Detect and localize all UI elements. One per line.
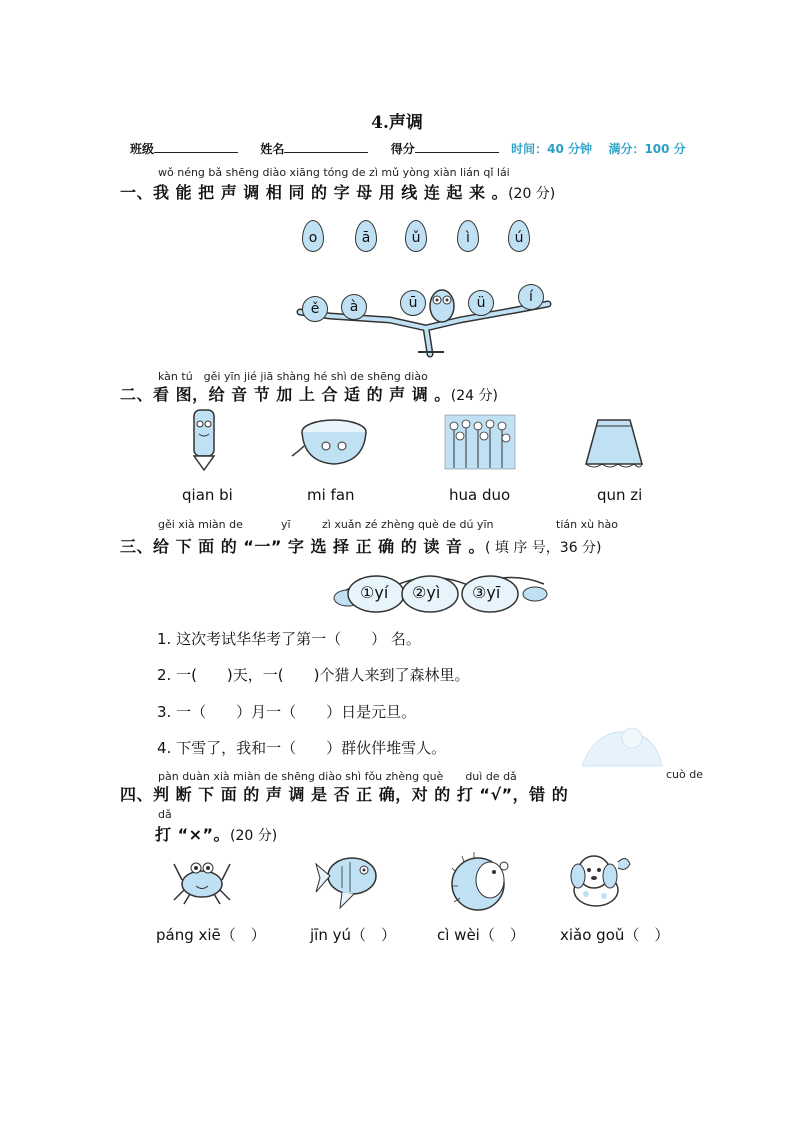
q3-pinyin-4: tián xù hào: [556, 518, 618, 531]
q3-sentence-1[interactable]: 1. 这次考试华华考了第一（ ） 名。: [157, 630, 421, 648]
full-score-label: 满分：100 分: [608, 142, 686, 156]
option-2[interactable]: ②yì: [412, 583, 441, 602]
q3-sentence-3[interactable]: 3. 一（ ）月一（ ）日是元旦。: [157, 703, 417, 721]
q3-points: ( 填 序 号，36 分): [484, 540, 602, 556]
q4-number: 四、: [120, 785, 154, 804]
q2-number: 二、: [120, 385, 154, 404]
skirt-icon: [582, 414, 646, 472]
q1-text: 我 能 把 声 调 相 同 的 字 母 用 线 连 起 来 。: [153, 183, 509, 202]
q4-line-2: [155, 822, 277, 845]
name-label: 姓名: [260, 142, 285, 156]
option-1[interactable]: ①yí: [360, 583, 389, 602]
drop-letter-1[interactable]: o: [302, 220, 324, 252]
time-label: 时间：40 分钟: [511, 142, 593, 156]
q1-points: (20 分): [508, 186, 556, 202]
drop-letter-5[interactable]: ú: [508, 220, 530, 252]
q1-number: 一、: [120, 183, 154, 202]
q4-pinyin-1: pàn duàn xià miàn de shēng diào shì fǒu zhèng què duì de dǎ: [158, 770, 517, 783]
q1-pinyin: wǒ néng bǎ shēng diào xiāng tóng de zì mǔ yòng xiàn lián qǐ lái: [158, 166, 510, 179]
q3-sentence-2[interactable]: 2. 一( )天，一( )个猎人来到了森林里。: [157, 666, 470, 684]
flowers-icon: [444, 414, 516, 470]
leaf-letter-2[interactable]: à: [341, 294, 367, 320]
class-label: 班级: [130, 142, 155, 156]
q3-line: [120, 534, 602, 557]
q2-word-1[interactable]: qian bi: [182, 486, 233, 504]
leaf-letter-4[interactable]: ü: [468, 290, 494, 316]
q3-text: 给 下 面 的 “一” 字 选 择 正 确 的 读 音 。: [153, 537, 485, 556]
snowman-decoration-icon: [576, 718, 666, 768]
q3-pinyin-3: zì xuǎn zé zhèng què de dú yīn: [322, 518, 494, 531]
q3-number: 三、: [120, 537, 154, 556]
q2-line: [120, 382, 498, 405]
class-field[interactable]: [154, 140, 238, 153]
drop-letter-2[interactable]: ā: [355, 220, 377, 252]
score-label: 得分: [390, 142, 415, 156]
rice-bowl-icon: [290, 416, 370, 472]
q3-pinyin-2: yī: [281, 518, 291, 531]
drop-letter-3[interactable]: ǔ: [405, 220, 427, 252]
pencil-icon: [186, 406, 222, 472]
q4-points: (20 分): [230, 828, 278, 844]
leaf-letter-1[interactable]: ě: [302, 296, 328, 322]
puppy-icon: [556, 846, 636, 912]
page-title: 4.声调: [371, 113, 423, 133]
crab-icon: [170, 846, 234, 906]
score-field[interactable]: [415, 140, 499, 153]
leaf-letter-5[interactable]: í: [518, 284, 544, 310]
info-row: [130, 140, 686, 157]
q4-text-2: 打 “×”。: [155, 825, 231, 844]
q3-sentence-4[interactable]: 4. 下雪了，我和一（ ）群伙伴堆雪人。: [157, 739, 447, 757]
option-3[interactable]: ③yī: [472, 583, 501, 602]
q2-word-3[interactable]: hua duo: [449, 486, 511, 504]
q4-pinyin-3: dǎ: [158, 808, 172, 821]
q4-word-3[interactable]: cì wèi（ ）: [437, 926, 525, 944]
q4-word-4[interactable]: xiǎo goǔ（ ）: [560, 926, 670, 944]
q2-text: 看 图，给 音 节 加 上 合 适 的 声 调 。: [153, 385, 451, 404]
hedgehog-icon: [448, 846, 514, 914]
q4-text-1: 判 断 下 面 的 声 调 是 否 正 确，对 的 打 “√”，错 的: [153, 785, 569, 804]
q1-line: [120, 180, 555, 203]
q2-pinyin: kàn tú gěi yīn jié jiā shàng hé shì de shēng diào: [158, 370, 428, 383]
drop-letter-4[interactable]: ì: [457, 220, 479, 252]
q4-word-1[interactable]: páng xiē（ ）: [156, 926, 266, 944]
leaf-letter-3[interactable]: ū: [400, 290, 426, 316]
q2-word-4[interactable]: qun zi: [597, 486, 643, 504]
q2-word-2[interactable]: mi fan: [307, 486, 355, 504]
q2-points: (24 分): [450, 388, 498, 404]
owl-icon: [430, 290, 454, 322]
goldfish-icon: [312, 846, 382, 912]
q4-word-2[interactable]: jīn yú（ ）: [310, 926, 396, 944]
name-field[interactable]: [284, 140, 368, 153]
q3-pinyin-1: gěi xià miàn de: [158, 518, 243, 531]
q4-line-1: [120, 782, 568, 805]
q4-pinyin-2: cuò de: [666, 768, 703, 781]
